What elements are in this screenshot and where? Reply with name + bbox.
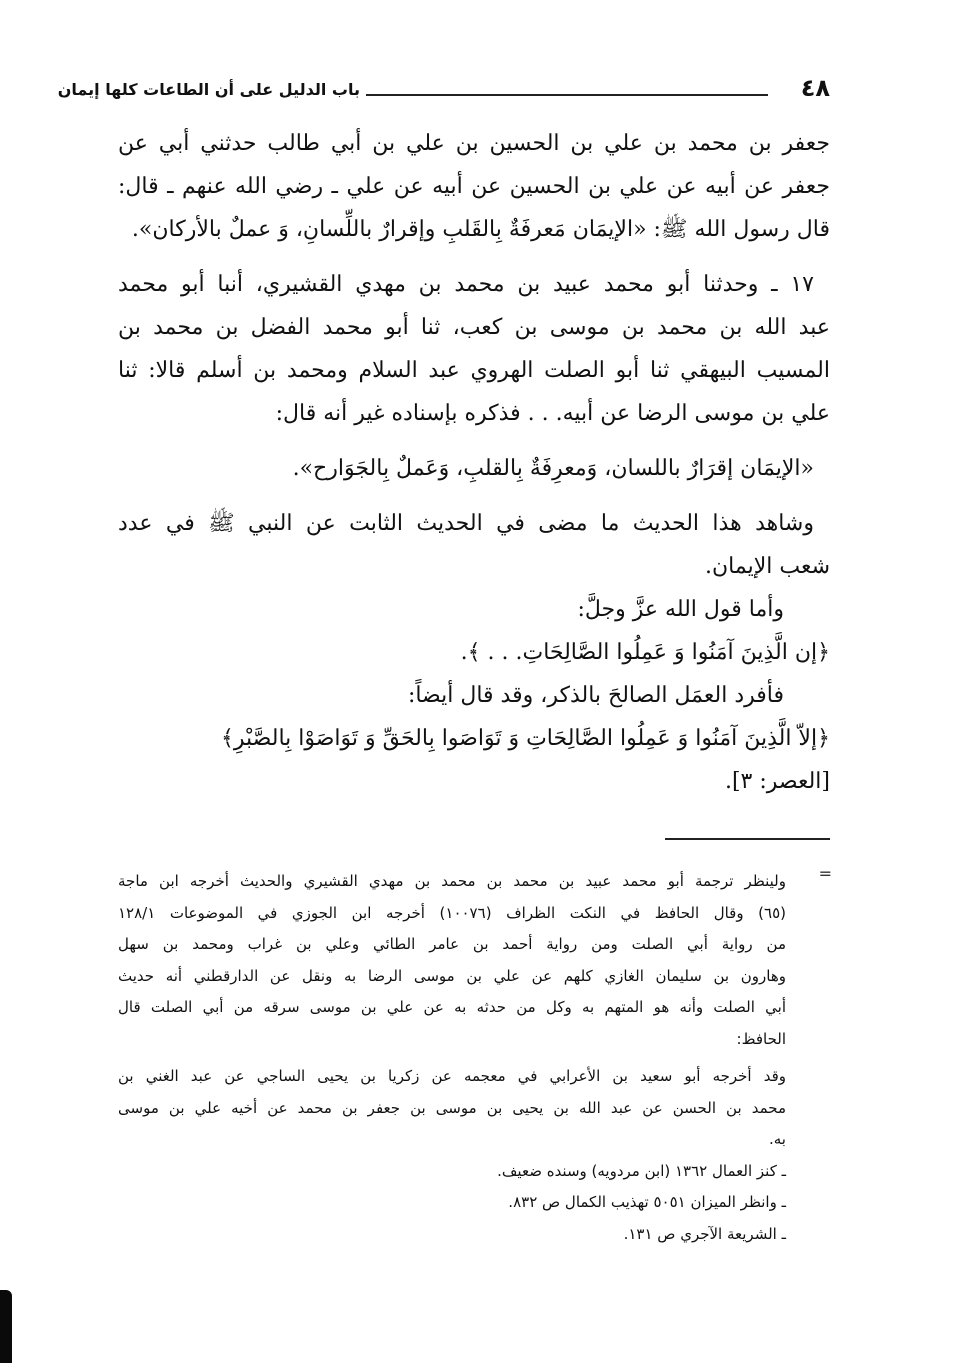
footnote-line: وهارون بن سليمان الغازي كلهم عن علي بن موسى الرضا به ونقل عن الدارقطني أنه حديث <box>118 966 786 985</box>
text-line: جعفر عن أبيه عن علي بن الحسين عن أبيه عن علي ـ رضي الله عنهم ـ قال: <box>118 174 830 199</box>
binding-shadow <box>0 1290 12 1363</box>
text-line: عبد الله بن محمد بن موسى بن كعب، ثنا أبو محمد الفضل بن محمد بن <box>118 315 830 340</box>
text-line: جعفر بن محمد بن علي بن الحسين بن علي بن أبي طالب حدثني أبي عن <box>118 131 830 156</box>
footnotes <box>118 866 808 1250</box>
text-line: فأفرد العمَل الصالحَ بالذكر، وقد قال أيضاً: <box>407 683 784 708</box>
text-line: وأما قول الله عزَّ وجلَّ: <box>577 597 784 622</box>
page-header <box>57 68 830 108</box>
text-line: المسيب البيهقي ثنا أبو الصلت الهروي عبد السلام ومحمد بن أسلم قالا: ثنا <box>118 358 830 383</box>
footnote-line: وقد أخرجه أبو سعيد بن الأعرابي في معجمه عن زكريا بن يحيى الساجي عن عبد الغني بن <box>118 1067 786 1085</box>
footnote-line: من رواية أبي الصلت ومن رواية أحمد بن عامر الطائي وعلي بن غراب ومحمد بن سهل <box>118 935 786 953</box>
text-line: ١٧ ـ وحدثنا أبو محمد عبيد بن محمد بن مهدي القشيري، أنبا أبو محمد <box>118 272 814 297</box>
footnote-reference: ـ كنز العمال ١٣٦٢ (ابن مردويه) وسنده ضعيف. <box>497 1161 786 1180</box>
text-line: وشاهد هذا الحديث ما مضى في الحديث الثابت عن النبي ﷺ في عدد <box>118 511 814 536</box>
text-line: قال رسول الله ﷺ: «الإيمَان مَعرفَةٌ بِالقَلبِ وإقرارٌ باللِّسانِ، وَ عملٌ بالأركان». <box>131 217 830 242</box>
header-rule <box>366 94 768 96</box>
footnote-reference: ـ وانظر الميزان ٥٠٥١ تهذيب الكمال ص ٨٣٢. <box>508 1193 786 1211</box>
footnote-line: الحافظ: <box>736 1029 786 1048</box>
main-text <box>118 122 830 803</box>
verse-reference: [العصر: ٣]. <box>724 769 830 794</box>
footnote-reference: ـ الشريعة الآجري ص ١٣١. <box>623 1224 786 1243</box>
text-line: علي بن موسى الرضا عن أبيه. . . فذكره بإسناده غير أنه قال: <box>275 401 830 426</box>
text-line: «الإيمَان إقرَارٌ باللسان، وَمعرِفَةٌ بِالقلبِ، وَعَملٌ بِالجَوَارح». <box>292 456 814 481</box>
footnote-line: محمد بن الحسن عن عبد الله بن يحيى بن موسى بن جعفر بن محمد عن أخيه علي بن موسى <box>118 1098 786 1117</box>
footnote-line: ولينظر ترجمة أبو محمد عبيد بن محمد بن محمد بن مهدي القشيري والحديث أخرجه ابن ماجة <box>118 872 786 890</box>
quran-verse-line: ﴿إن الَّذِينَ آمَنُوا وَ عَمِلُوا الصَّالِحَاتِ. . . ﴾. <box>460 640 830 665</box>
footnote-line: أبي الصلت وأنه هو المتهم به وكل من حدثه به عن علي بن موسى سرقه من أبي الصلت قال <box>118 998 786 1016</box>
footnote-line: (٦٥) وقال الحافظ في النكت الظراف (١٠٠٧٦) أخرجه ابن الجوزي في الموضوعات ١٢٨/١ <box>118 903 786 922</box>
footnote-continuation-mark: = <box>818 864 832 883</box>
footnote-divider <box>665 838 830 840</box>
page-number: ٤٨ <box>800 74 830 102</box>
footnote-line: به. <box>769 1130 786 1148</box>
running-title: باب الدليل على أن الطاعات كلها إيمان <box>57 80 360 99</box>
quran-verse-line: ﴿إلاّ الَّذِينَ آمَنُوا وَ عَمِلُوا الصَّالِحَاتِ وَ تَوَاصَوا بِالحَقِّ وَ تَوَاصَوْا بِالصَّبْرِ﴾ <box>221 726 830 751</box>
text-line: شعب الإيمان. <box>705 554 830 579</box>
